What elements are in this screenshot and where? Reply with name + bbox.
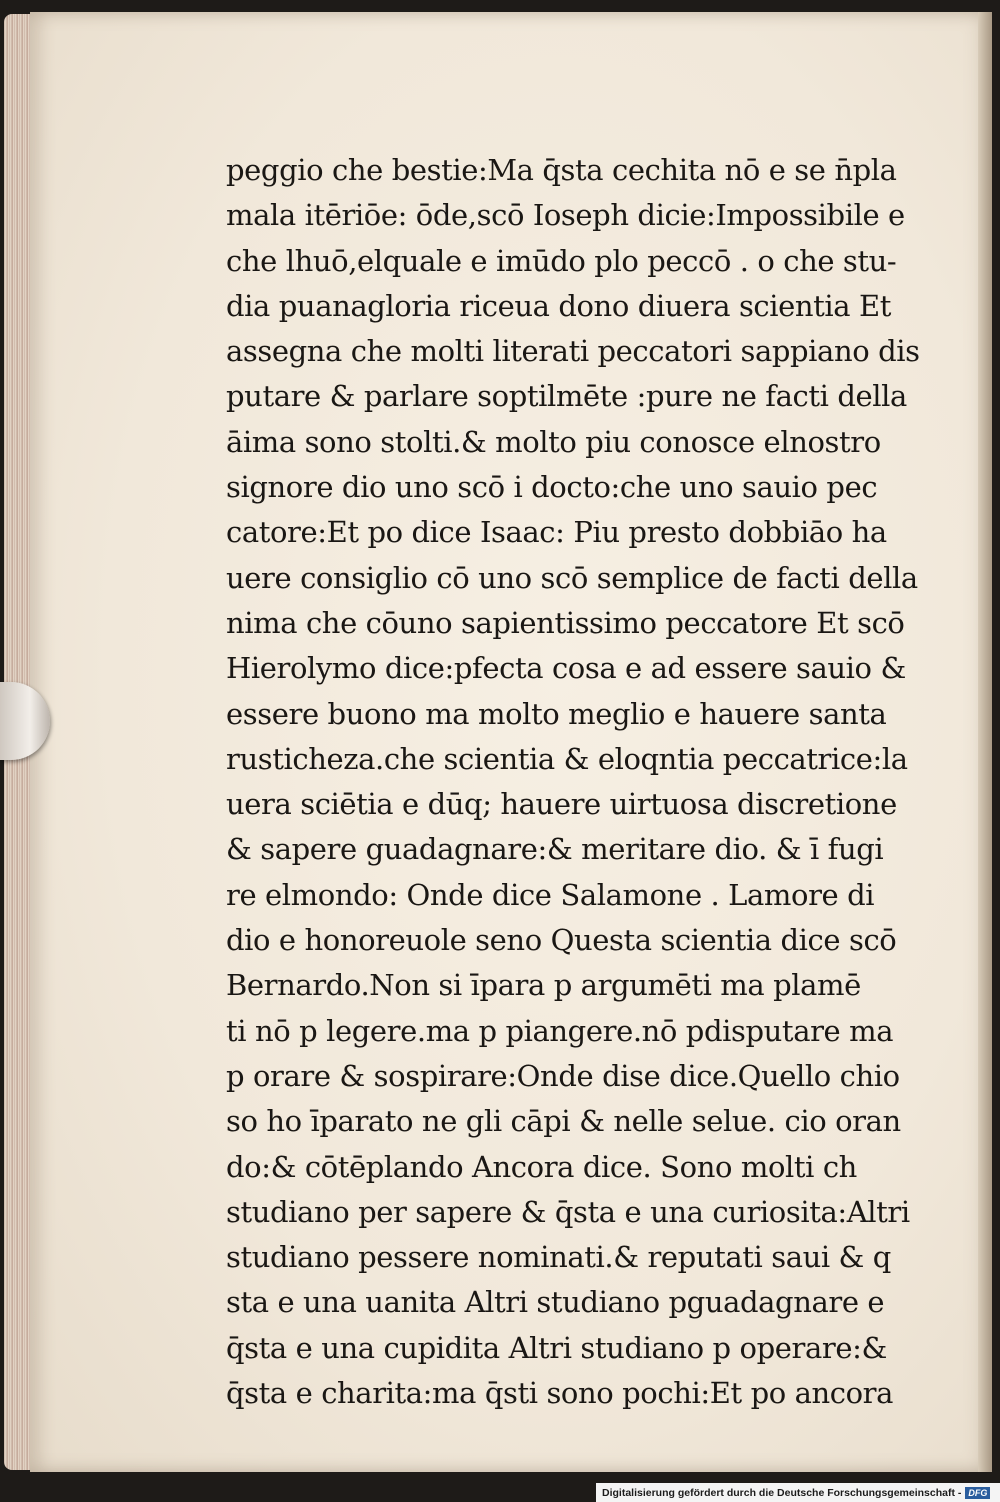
- text-line: dia puanagloria riceua dono diuera scientia Et: [226, 288, 892, 323]
- text-line: p orare & sospirare:Onde dise dice.Quello chio: [226, 1058, 900, 1093]
- text-line: do:& cōtēplando Ancora dice. Sono molti ch: [226, 1149, 857, 1184]
- text-line: rusticheza.che scientia & eloqntia peccatrice:la: [226, 741, 908, 776]
- text-line: assegna che molti literati peccatori sappiano dis: [226, 334, 920, 369]
- text-line: so ho īparato ne gli cāpi & nelle selue. cio oran: [226, 1104, 901, 1139]
- text-line: catore:Et po dice Isaac: Piu presto dobbiāo ha: [226, 515, 887, 550]
- digitization-footer: [596, 1483, 1000, 1502]
- text-block: [226, 148, 920, 1416]
- text-line: āima sono stolti.& molto piu conosce elnostro: [226, 424, 881, 459]
- text-line: peggio che bestie:Ma q̄sta cechita nō e se n̄pla: [226, 153, 897, 187]
- text-line: Hierolymo dice:pfecta cosa e ad essere sauio &: [226, 651, 906, 686]
- text-line: ti nō p legere.ma p piangere.nō pdisputare ma: [226, 1013, 894, 1048]
- text-line: re elmondo: Onde dice Salamone . Lamore di: [226, 877, 875, 912]
- text-line: nima che cōuno sapientissimo peccatore Et scō: [226, 605, 905, 640]
- text-line: mala itēriōe: ōde,scō Ioseph dicie:Impossibile e: [226, 198, 905, 233]
- text-line: putare & parlare soptilmēte :pure ne facti della: [226, 379, 907, 414]
- text-line: uera sciētia e dūq; hauere uirtuosa discretione: [226, 787, 897, 822]
- text-line: uere consiglio cō uno scō semplice de facti della: [226, 560, 918, 595]
- text-line: Bernardo.Non si īpara p argumēti ma plamē: [226, 968, 861, 1003]
- text-line: signore dio uno scō i docto:che uno sauio pec: [226, 470, 878, 505]
- text-line: dio e honoreuole seno Questa scientia dice scō: [226, 923, 897, 958]
- text-line: sta e una uanita Altri studiano pguadagnare e: [226, 1285, 885, 1320]
- text-line: q̄sta e una cupidita Altri studiano p operare:&: [226, 1330, 887, 1365]
- text-line: q̄sta e charita:ma q̄sti sono pochi:Et po ancora: [226, 1376, 894, 1411]
- book-gutter: [978, 12, 992, 1472]
- dfg-logo: DFG: [965, 1487, 990, 1499]
- text-line: che lhuō,elquale e imūdo plo peccō . o che stu-: [226, 243, 897, 278]
- text-line: & sapere guadagnare:& meritare dio. & ī fugi: [226, 832, 884, 867]
- text-line: studiano per sapere & q̄sta e una curiosita:Altri: [226, 1194, 910, 1229]
- text-line: essere buono ma molto meglio e hauere santa: [226, 696, 887, 731]
- footer-credit-text: Digitalisierung gefördert durch die Deutsche Forschungsgemeinschaft -: [602, 1486, 962, 1499]
- text-line: studiano pessere nominati.& reputati saui & q: [226, 1240, 891, 1275]
